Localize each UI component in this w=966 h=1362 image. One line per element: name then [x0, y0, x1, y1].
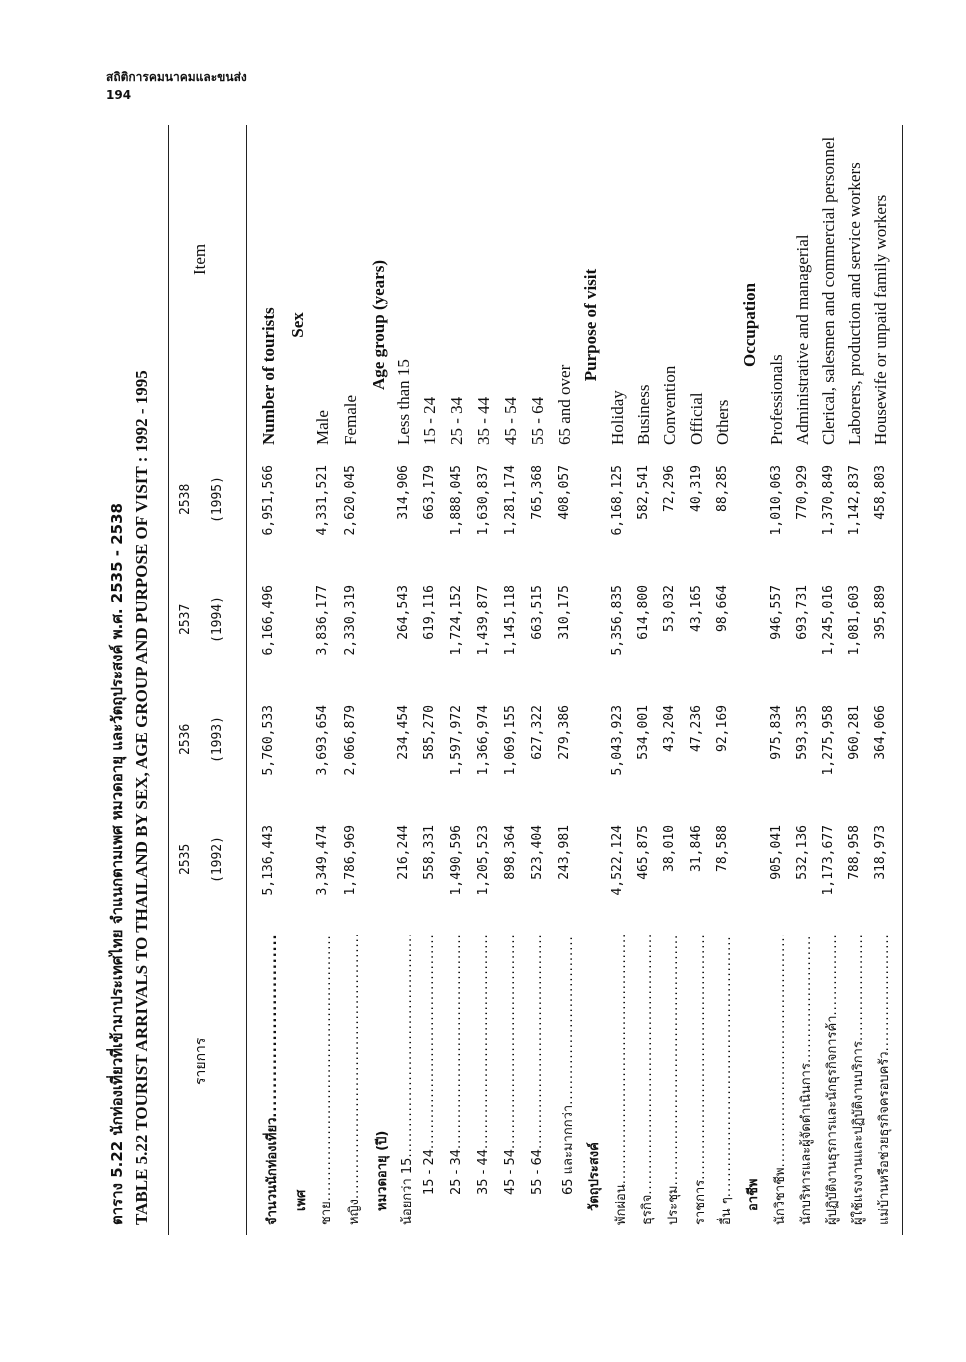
year-header-thai: 2536 [178, 723, 193, 755]
cell-value: 523,404 [530, 825, 545, 880]
table-row [636, 125, 658, 1235]
table-row [315, 125, 337, 1235]
cell-value: 788,958 [847, 825, 862, 880]
table-section-header [290, 125, 312, 1235]
row-label-english: Others [713, 399, 732, 445]
cell-value: 2,330,319 [343, 585, 358, 656]
cell-value: 31,846 [689, 825, 704, 872]
cell-value: 770,929 [795, 465, 810, 520]
cell-value: 78,588 [715, 825, 730, 872]
table-row [610, 125, 632, 1235]
cell-value: 1,724,152 [449, 585, 464, 656]
row-label-english: Sex [288, 312, 307, 338]
row-label-thai: ชาย ..... [315, 935, 337, 1225]
cell-value: 558,331 [422, 825, 437, 880]
cell-value: 1,069,155 [503, 705, 518, 776]
row-label-thai: ประชุม ..... [662, 935, 684, 1225]
row-label-thai: จำนวนนักท่องเที่ยว ..... [261, 935, 283, 1225]
cell-value: 1,145,118 [503, 585, 518, 656]
table-row [715, 125, 737, 1235]
cell-value: 585,270 [422, 705, 437, 760]
row-label-thai: ผู้ปฏิบัติงานธุรการและนักธุรกิจการค้า ..... [821, 935, 843, 1225]
row-label-english: Purpose of visit [581, 268, 600, 382]
row-label-english: Business [634, 384, 653, 445]
table-total-row [261, 125, 283, 1235]
row-label-english: Occupation [740, 282, 759, 368]
cell-value: 663,179 [422, 465, 437, 520]
table-row [503, 125, 525, 1235]
cell-value: 975,834 [769, 705, 784, 760]
table-row [396, 125, 418, 1235]
row-label-thai: เพศ [294, 1189, 309, 1211]
row-label-english: Number of tourists [259, 307, 278, 445]
cell-value: 364,066 [873, 705, 888, 760]
cell-value: 458,803 [873, 465, 888, 520]
cell-value: 318,973 [873, 825, 888, 880]
cell-value: 1,245,016 [821, 585, 836, 656]
cell-value: 43,204 [662, 705, 677, 752]
cell-value: 98,664 [715, 585, 730, 632]
row-label-english: Professionals [767, 354, 786, 445]
cell-value: 310,175 [557, 585, 572, 640]
cell-value: 6,166,496 [261, 585, 276, 656]
row-label-english: Convention [660, 365, 679, 445]
cell-value: 619,116 [422, 585, 437, 640]
cell-value: 1,630,837 [476, 465, 491, 536]
cell-value: 1,888,045 [449, 465, 464, 536]
row-label-thai: อาชีพ [746, 1178, 761, 1211]
table-bottom-rule [902, 125, 903, 1235]
table-row [821, 125, 843, 1235]
row-label-english: Administrative and managerial [793, 234, 812, 445]
cell-value: 3,693,654 [315, 705, 330, 776]
cell-value: 4,331,521 [315, 465, 330, 536]
cell-value: 946,557 [769, 585, 784, 640]
table-row [769, 125, 791, 1235]
cell-value: 92,169 [715, 705, 730, 752]
cell-value: 1,142,837 [847, 465, 862, 536]
row-label-english: Laborers, production and service workers [845, 162, 864, 445]
year-header-thai: 2537 [178, 603, 193, 635]
year-header-english: (1995) [210, 476, 225, 523]
row-label-english: Less than 15 [394, 359, 413, 445]
cell-value: 3,349,474 [315, 825, 330, 896]
cell-value: 1,281,174 [503, 465, 518, 536]
cell-value: 53,032 [662, 585, 677, 632]
cell-value: 1,786,969 [343, 825, 358, 896]
year-header-thai: 2538 [178, 483, 193, 515]
table-row [795, 125, 817, 1235]
cell-value: 663,515 [530, 585, 545, 640]
table-row [476, 125, 498, 1235]
cell-value: 264,543 [396, 585, 411, 640]
row-label-english: Housewife or unpaid family workers [871, 194, 890, 445]
cell-value: 1,439,877 [476, 585, 491, 656]
cell-value: 216,244 [396, 825, 411, 880]
row-label-thai: นักบริหารและผู้จัดดำเนินการ ..... [795, 935, 817, 1225]
row-label-english: Clerical, salesmen and commercial personnel [819, 136, 838, 445]
row-label-thai: 65 และมากกว่า ..... [557, 935, 579, 1225]
header-rule [246, 125, 247, 1235]
row-label-thai: พักผ่อน ..... [610, 935, 632, 1225]
cell-value: 1,205,523 [476, 825, 491, 896]
row-label-thai: ผู้ใช้แรงงานและปฏิบัติงานบริการ ..... [847, 935, 869, 1225]
cell-value: 43,165 [689, 585, 704, 632]
row-label-thai: หญิง ..... [343, 935, 365, 1225]
cell-value: 4,522,124 [610, 825, 625, 896]
cell-value: 532,136 [795, 825, 810, 880]
row-label-english: Female [341, 394, 360, 445]
row-label-thai: 35 - 44 ..... [476, 935, 498, 1225]
cell-value: 960,281 [847, 705, 862, 760]
row-label-english: Age group (years) [369, 260, 388, 390]
year-header-thai: 2535 [178, 843, 193, 875]
table-row [343, 125, 365, 1235]
cell-value: 5,356,835 [610, 585, 625, 656]
row-label-thai: ธุรกิจ ..... [636, 935, 658, 1225]
row-label-english: Holiday [608, 390, 627, 445]
cell-value: 88,285 [715, 465, 730, 512]
row-label-english: Male [313, 410, 332, 445]
table-section-header [742, 125, 764, 1235]
row-label-english: 55 - 64 [528, 396, 547, 445]
table-row [449, 125, 471, 1235]
table-title-english: TABLE 5.22 TOURIST ARRIVALS TO THAILAND BY SEX, AGE GROUP AND PURPOSE OF VISIT : 1992 - 1995 [132, 370, 151, 1225]
row-label-english: 35 - 44 [474, 396, 493, 445]
cell-value: 6,951,566 [261, 465, 276, 536]
cell-value: 693,731 [795, 585, 810, 640]
cell-value: 905,041 [769, 825, 784, 880]
cell-value: 395,889 [873, 585, 888, 640]
table-row [530, 125, 552, 1235]
row-label-thai: นักวิชาชีพ ..... [769, 935, 791, 1225]
cell-value: 1,366,974 [476, 705, 491, 776]
cell-value: 2,620,045 [343, 465, 358, 536]
table-row [847, 125, 869, 1235]
row-label-thai: 25 - 34 ..... [449, 935, 471, 1225]
cell-value: 1,370,849 [821, 465, 836, 536]
cell-value: 5,760,533 [261, 705, 276, 776]
row-label-thai: วัตถุประสงค์ [587, 1142, 602, 1211]
cell-value: 38,010 [662, 825, 677, 872]
row-label-thai: อื่น ๆ ..... [715, 935, 737, 1225]
row-label-thai: 55 - 64 ..... [530, 935, 552, 1225]
cell-value: 279,386 [557, 705, 572, 760]
row-label-english: 25 - 34 [447, 396, 466, 445]
cell-value: 1,173,677 [821, 825, 836, 896]
table-title-thai: ตาราง 5.22 นักท่องเที่ยวที่เข้ามาประเทศไทย จำแนกตามเพศ หมวดอายุ และวัตถุประสงค์ พ.ศ. 2535 - 2538 [108, 503, 126, 1225]
cell-value: 234,454 [396, 705, 411, 760]
cell-value: 1,490,596 [449, 825, 464, 896]
cell-value: 627,322 [530, 705, 545, 760]
column-header-item-thai: รายการ [193, 1037, 209, 1085]
table-row [662, 125, 684, 1235]
row-label-english: 15 - 24 [420, 396, 439, 445]
row-label-thai: น้อยกว่า 15 ..... [396, 935, 418, 1225]
cell-value: 3,836,177 [315, 585, 330, 656]
row-label-thai: แม่บ้านหรือช่วยธุรกิจครอบครัว ..... [873, 935, 895, 1225]
row-label-thai: 15 - 24 ..... [422, 935, 444, 1225]
row-label-thai: ราชการ ..... [689, 935, 711, 1225]
cell-value: 243,981 [557, 825, 572, 880]
cell-value: 314,906 [396, 465, 411, 520]
row-label-english: 45 - 54 [501, 396, 520, 445]
cell-value: 408,057 [557, 465, 572, 520]
row-label-thai: 45 - 54 ..... [503, 935, 525, 1225]
cell-value: 1,081,603 [847, 585, 862, 656]
column-header-item-english: Item [190, 243, 209, 275]
cell-value: 614,800 [636, 585, 651, 640]
cell-value: 593,335 [795, 705, 810, 760]
row-label-english: Official [687, 392, 706, 445]
cell-value: 765,368 [530, 465, 545, 520]
table-row [557, 125, 579, 1235]
cell-value: 5,136,443 [261, 825, 276, 896]
year-header-english: (1994) [210, 596, 225, 643]
row-label-english: 65 and over [555, 364, 574, 445]
cell-value: 534,001 [636, 705, 651, 760]
page-number: 194 [106, 88, 132, 102]
table-row [873, 125, 895, 1235]
cell-value: 1,010,063 [769, 465, 784, 536]
cell-value: 2,066,879 [343, 705, 358, 776]
cell-value: 1,597,972 [449, 705, 464, 776]
cell-value: 5,043,923 [610, 705, 625, 776]
cell-value: 1,275,958 [821, 705, 836, 776]
running-header: สถิติการคมนาคมและขนส่ง [106, 70, 247, 84]
table-top-rule [168, 125, 169, 1235]
table-section-header [371, 125, 393, 1235]
cell-value: 582,541 [636, 465, 651, 520]
cell-value: 6,168,125 [610, 465, 625, 536]
table-row [689, 125, 711, 1235]
year-header-english: (1992) [210, 836, 225, 883]
cell-value: 72,296 [662, 465, 677, 512]
cell-value: 40,319 [689, 465, 704, 512]
table-row [422, 125, 444, 1235]
cell-value: 47,236 [689, 705, 704, 752]
table-section-header [583, 125, 605, 1235]
cell-value: 465,875 [636, 825, 651, 880]
year-header-english: (1993) [210, 716, 225, 763]
cell-value: 898,364 [503, 825, 518, 880]
rotated-table [90, 125, 910, 1235]
row-label-thai: หมวดอายุ (ปี) [375, 1130, 390, 1211]
